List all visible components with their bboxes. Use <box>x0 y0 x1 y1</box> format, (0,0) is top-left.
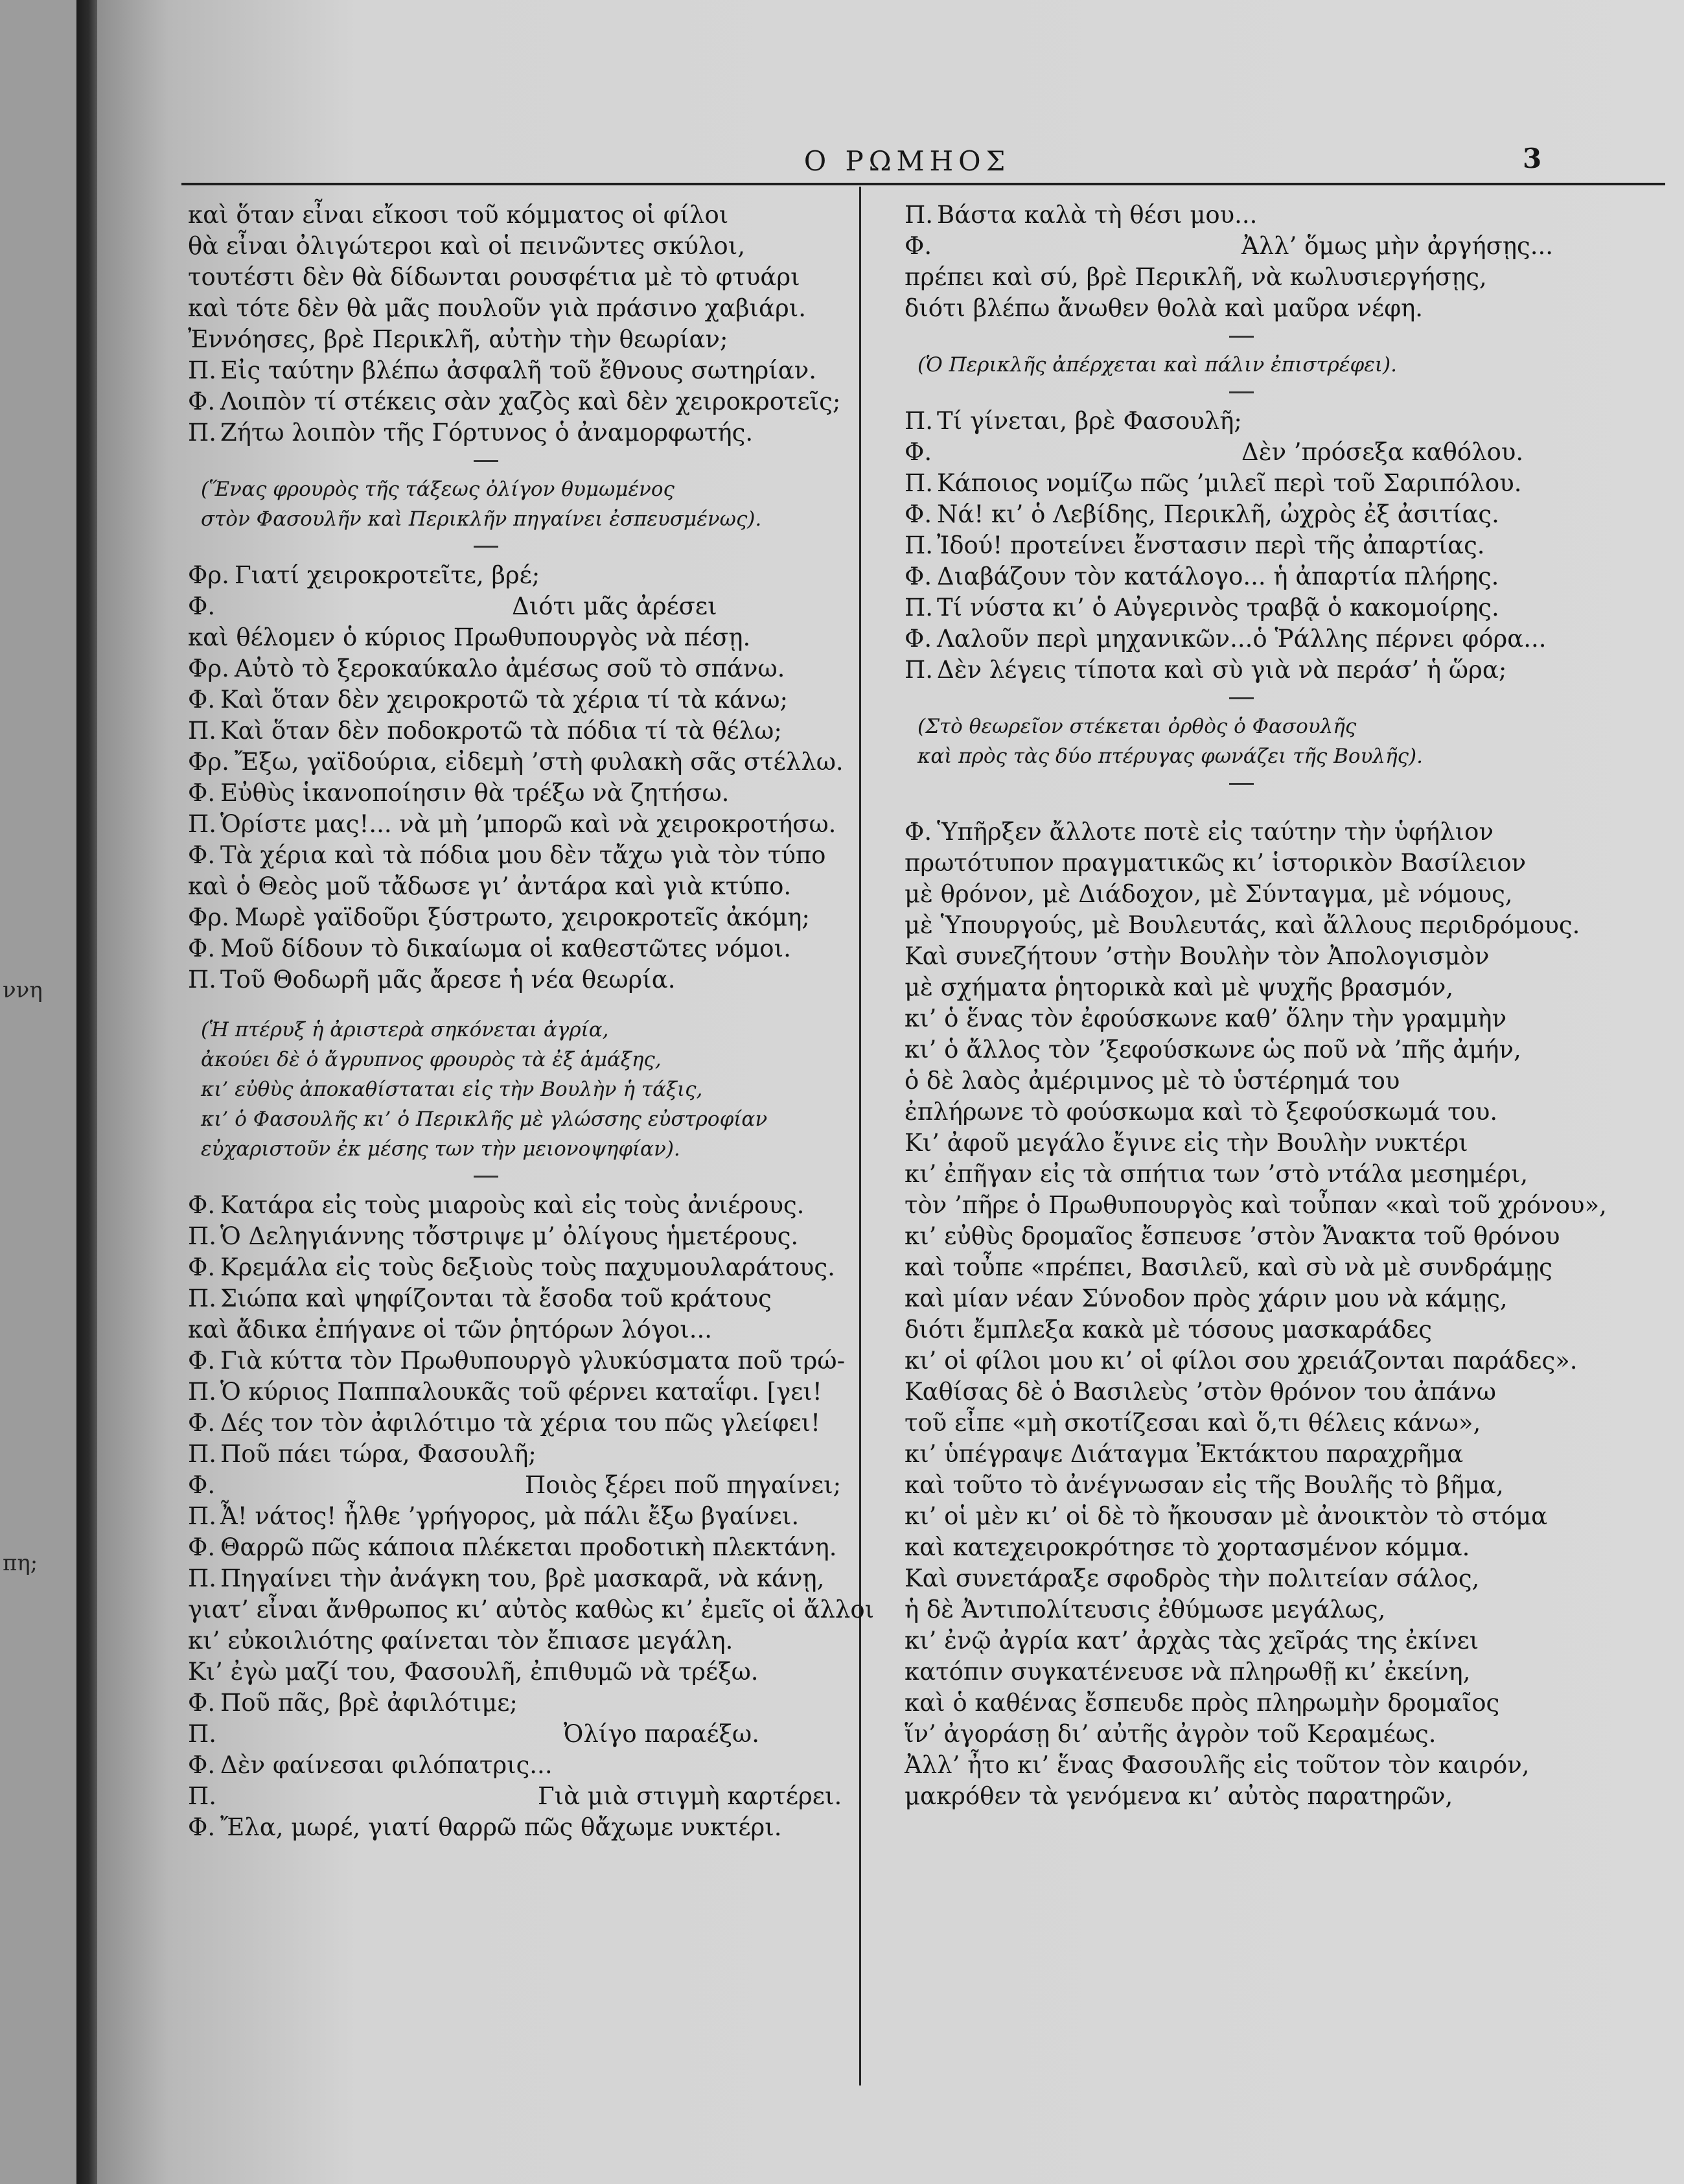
verse-text: διότι βλέπω ἄνωθεν θολὰ καὶ μαῦρα νέφη. <box>905 294 1424 322</box>
verse-text: κι’ οἱ φίλοι μου κι’ οἱ φίλοι σου χρειάζονται παράδες». <box>905 1347 1578 1375</box>
section-separator <box>188 1164 849 1190</box>
verse-text: Θαρρῶ πῶς κάποια πλέκεται προδοτικὴ πλεκτάνη. <box>220 1533 837 1561</box>
speaker-label: Π. <box>188 1378 217 1406</box>
stage-direction-text: (Ἕνας φρουρὸς τῆς τάξεως ὀλίγον θυμωμένος <box>201 478 675 501</box>
verse-line <box>188 871 849 902</box>
verse-text: κι’ ὁ ἕνας τὸν ἐφούσκωνε καθ’ ὅλην τὴν γραμμὴν <box>905 1005 1507 1032</box>
verse-line <box>905 1003 1669 1034</box>
verse-text: Ἆ! νάτος! ἦλθε ’γρήγορος, μὰ πάλι ἔξω βγαίνει. <box>220 1502 800 1530</box>
verse-text: Δὲν φαίνεσαι φιλόπατρις... <box>220 1751 553 1779</box>
book-gutter <box>76 0 97 2184</box>
verse-text: καὶ ὅταν εἶναι εἴκοσι τοῦ κόμματος οἱ φίλοι <box>188 201 729 229</box>
stage-direction-text: (Ἡ πτέρυξ ἡ ἀριστερὰ σηκόνεται ἀγρία, <box>201 1018 609 1041</box>
speaker-label: Φ. <box>188 1751 216 1779</box>
speaker-label: Φρ. <box>188 655 229 682</box>
verse-text: Γιὰ κύττα τὸν Πρωθυπουργὸ γλυκύσματα ποῦ τρώ- <box>220 1347 846 1375</box>
verse-line <box>905 1190 1669 1221</box>
verse-line <box>905 1656 1669 1688</box>
verse-text: καὶ ὁ καθένας ἔσπευδε πρὸς πληρωμὴν δρομαῖος <box>905 1689 1500 1717</box>
verse-line <box>905 293 1669 324</box>
speaker-label: Π. <box>905 469 934 497</box>
verse-line <box>905 231 1669 262</box>
verse-text: Γιατί χειροκροτεῖτε, βρέ; <box>235 561 540 589</box>
speaker-label: Π. <box>188 966 217 993</box>
verse-text: Ποῦ πάει τώρα, Φασουλῆ; <box>220 1440 536 1468</box>
verse-text: Σιώπα καὶ ψηφίζονται τὰ ἔσοδα τοῦ κράτους <box>220 1284 772 1312</box>
verse-text: πρωτότυπον πραγματικῶς κι’ ἱστορικὸν Βασίλειον <box>905 849 1527 877</box>
verse-line <box>905 468 1669 499</box>
separator-dash <box>1229 336 1254 338</box>
verse-text: Τί γίνεται, βρὲ Φασουλῆ; <box>937 407 1242 435</box>
verse-text: Καὶ ὅταν δὲν χειροκροτῶ τὰ χέρια τί τὰ κάνω; <box>220 686 788 714</box>
verse-line <box>188 200 849 231</box>
speaker-label: Π. <box>905 594 934 622</box>
stage-direction-text: κι’ ὁ Φασουλῆς κι’ ὁ Περικλῆς μὲ γλώσσης εὐστροφίαν <box>201 1108 768 1131</box>
section-separator <box>188 534 849 560</box>
verse-text: Καθίσας δὲ ὁ Βασιλεὺς ’στὸν θρόνον του ἀπάνω <box>905 1378 1496 1406</box>
verse-text: ἡ δὲ Ἀντιπολίτευσις ἐθύμωσε μεγάλως, <box>905 1596 1386 1623</box>
stage-direction-text: στὸν Φασουλῆν καὶ Περικλῆν πηγαίνει ἐσπευσμένως). <box>201 507 762 531</box>
section-separator <box>905 380 1669 406</box>
verse-text: Ὑπῆρξεν ἄλλοτε ποτὲ εἰς ταύτην τὴν ὑφήλιον <box>937 818 1494 846</box>
speaker-label: Φ. <box>188 1471 216 1499</box>
verse-line <box>905 1532 1669 1563</box>
separator-dash <box>474 546 498 548</box>
verse-line <box>905 1034 1669 1065</box>
verse-text: τὸν ’πῆρε ὁ Πρωθυπουργὸς καὶ τοὖπαν «καὶ τοῦ χρόνου», <box>905 1191 1607 1219</box>
verse-text: Λοιπὸν τί στέκεις σὰν χαζὸς καὶ δὲν χειροκροτεῖς; <box>220 388 841 415</box>
speaker-label: Φ. <box>188 1191 216 1219</box>
verse-text: μακρόθεν τὰ γενόμενα κι’ αὐτὸς παρατηρῶν, <box>905 1782 1453 1810</box>
speaker-label: Φ. <box>188 1253 216 1281</box>
speaker-label: Φ. <box>905 500 932 528</box>
verse-line <box>905 879 1669 910</box>
verse-text: Νά! κι’ ὁ Λεβίδης, Περικλῆ, ὠχρὸς ἐξ ἀσιτίας. <box>937 500 1499 528</box>
verse-text: Κρεμάλα εἰς τοὺς δεξιοὺς τοὺς παχυμουλαράτους. <box>220 1253 835 1281</box>
verse-text: ἐπλήρωνε τὸ φούσκωμα καὶ τὸ ξεφούσκωμά του. <box>905 1098 1498 1126</box>
verse-text: Ὁ κύριος Παππαλουκᾶς τοῦ φέρνει καταΐφι. [γει! <box>220 1378 822 1406</box>
stage-direction-text: (Στὸ θεωρεῖον στέκεται ὀρθὸς ὁ Φασουλῆς <box>917 715 1357 738</box>
verse-text: κατόπιν συγκατένευσε νὰ πληρωθῇ κι’ ἐκείνη, <box>905 1658 1471 1686</box>
verse-line <box>905 817 1669 848</box>
speaker-label: Φρ. <box>188 748 229 776</box>
stage-direction <box>188 1134 849 1164</box>
speaker-label: Φ. <box>188 1533 216 1561</box>
verse-line <box>188 1812 849 1843</box>
verse-line <box>188 1625 849 1656</box>
verse-text: καὶ τότε δὲν θὰ μᾶς πουλοῦν γιὰ πράσινο χαβιάρι. <box>188 294 807 322</box>
verse-text: Βάστα καλὰ τὴ θέσι μου... <box>937 201 1258 229</box>
verse-text: Ὁ Δεληγιάννης τὄστριψε μ’ ὀλίγους ἡμετέρους. <box>220 1222 799 1250</box>
speaker-label: Π. <box>188 810 217 838</box>
section-separator <box>188 448 849 474</box>
verse-line <box>188 1656 849 1688</box>
verse-line <box>188 778 849 809</box>
verse-line <box>905 437 1669 468</box>
section-separator <box>905 324 1669 350</box>
section-separator <box>905 686 1669 712</box>
verse-text: Τί νύστα κι’ ὁ Αὐγερινὸς τραβᾷ ὁ κακομοίρης. <box>937 594 1499 622</box>
verse-line <box>905 1719 1669 1750</box>
verse-text: Μωρὲ γαϊδοῦρι ξύστρωτο, χειροκροτεῖς ἀκόμη; <box>235 903 810 931</box>
speaker-label: Π. <box>188 356 217 384</box>
verse-text: καὶ κατεχειροκρότησε τὸ χορτασμένον κόμμα. <box>905 1533 1470 1561</box>
verse-line <box>188 1439 849 1470</box>
verse-line <box>188 386 849 417</box>
verse-line <box>188 1283 849 1314</box>
header-rule <box>181 183 1665 185</box>
verse-text: Τοῦ Θοδωρῆ μᾶς ἄρεσε ἡ νέα θεωρία. <box>220 966 676 993</box>
speaker-label: Π. <box>188 1782 217 1810</box>
verse-line <box>188 1377 849 1408</box>
speaker-label: Φ. <box>188 841 216 869</box>
verse-text: Διαβάζουν τὸν κατάλογο... ἡ ἀπαρτία πλήρης. <box>937 563 1499 590</box>
verse-line <box>188 840 849 871</box>
separator-dash <box>1229 783 1254 785</box>
speaker-label: Π. <box>905 656 934 684</box>
speaker-label: Φ. <box>188 779 216 807</box>
stage-direction <box>188 1075 849 1104</box>
verse-text: ὁ δὲ λαὸς ἀμέριμνος μὲ τὸ ὑστέρημά του <box>905 1067 1400 1095</box>
verse-line <box>188 622 849 653</box>
verse-text: καὶ τοῦτο τὸ ἀνέγνωσαν εἰς τῆς Βουλῆς τὸ βῆμα, <box>905 1471 1504 1499</box>
verse-text: καὶ ὁ Θεὸς μοῦ τἄδωσε γι’ ἀντάρα καὶ γιὰ κτύπο. <box>188 872 792 900</box>
verse-line <box>905 1221 1669 1252</box>
verse-line <box>905 623 1669 655</box>
stage-direction <box>188 1045 849 1075</box>
verse-text: καὶ μίαν νέαν Σύνοδον πρὸς χάριν μου νὰ κάμῃς, <box>905 1284 1508 1312</box>
verse-text: Ὀλίγο παραέξω. <box>564 1720 759 1748</box>
verse-line <box>905 1470 1669 1501</box>
verse-line <box>905 1345 1669 1377</box>
verse-line <box>188 1314 849 1345</box>
column-divider <box>859 187 861 2085</box>
verse-line <box>188 293 849 324</box>
separator-dash <box>1229 697 1254 699</box>
verse-line <box>188 1532 849 1563</box>
verse-text: Ἰδού! προτείνει ἔνστασιν περὶ τῆς ἀπαρτίας. <box>937 531 1485 559</box>
verse-text: Δὲν ’πρόσεξα καθόλου. <box>1241 438 1524 466</box>
verse-text: Δές τον τὸν ἀφιλότιμο τὰ χέρια του πῶς γλείφει! <box>220 1409 821 1437</box>
speaker-label: Π. <box>188 1440 217 1468</box>
left-column <box>188 200 875 1843</box>
separator-dash <box>474 1176 498 1178</box>
speaker-label: Φ. <box>905 563 932 590</box>
verse-line <box>188 1345 849 1377</box>
speaker-label: Φ. <box>188 1813 216 1841</box>
verse-line <box>188 1594 875 1625</box>
speaker-label: Π. <box>188 1564 217 1592</box>
verse-line <box>905 1781 1669 1812</box>
verse-line <box>905 1408 1669 1439</box>
verse-line <box>905 262 1669 293</box>
stage-direction-text: ἀκούει δὲ ὁ ἄγρυπνος φρουρὸς τὰ ἐξ ἁμάξης, <box>201 1048 662 1071</box>
verse-line <box>188 355 849 386</box>
speaker-label: Φ. <box>905 438 932 466</box>
verse-line <box>188 591 849 622</box>
speaker-label: Π. <box>188 1502 217 1530</box>
speaker-label: Π. <box>188 1284 217 1312</box>
verse-text: κι’ εὐκοιλιότης φαίνεται τὸν ἔπιασε μεγάλη. <box>188 1627 733 1655</box>
verse-text: κι’ ἐνῷ ἀγρία κατ’ ἀρχὰς τὰς χεῖράς της ἐκίνει <box>905 1627 1479 1655</box>
stage-direction <box>905 741 1669 771</box>
verse-text: Μοῦ δίδουν τὸ δικαίωμα οἱ καθεστῶτες νόμοι. <box>220 935 791 962</box>
stage-direction <box>905 350 1669 380</box>
verse-text: Κατάρα εἰς τοὺς μιαροὺς καὶ εἰς τοὺς ἀνιέρους. <box>220 1191 805 1219</box>
verse-line <box>188 231 849 262</box>
verse-line <box>905 1501 1669 1532</box>
speaker-label: Φρ. <box>188 561 229 589</box>
verse-line <box>188 809 849 840</box>
verse-line <box>905 499 1669 530</box>
verse-text: Ὁρίστε μας!... νὰ μὴ ’μπορῶ καὶ νὰ χειροκροτήσω. <box>220 810 836 838</box>
verse-text: Πηγαίνει τὴν ἀνάγκη του, βρὲ μασκαρᾶ, νὰ κάνῃ, <box>220 1564 825 1592</box>
verse-text: ἵν’ ἀγοράσῃ δι’ αὐτῆς ἀγρὸν τοῦ Κεραμέως. <box>905 1720 1436 1748</box>
stage-direction-text: καὶ πρὸς τὰς δύο πτέρυγας φωνάζει τῆς Βουλῆς). <box>917 745 1423 768</box>
verse-line <box>188 262 849 293</box>
stage-direction-text: εὐχαριστοῦν ἐκ μέσης των τὴν μειονοψηφίαν). <box>201 1137 680 1161</box>
page-header-title: Ο ΡΩΜΗΟΣ <box>803 145 1011 177</box>
section-separator <box>905 771 1669 797</box>
speaker-label: Π. <box>188 1222 217 1250</box>
newspaper-page <box>97 0 1684 2184</box>
verse-text: Καὶ ὅταν δὲν ποδοκροτῶ τὰ πόδια τί τὰ θέλω; <box>220 717 782 745</box>
speaker-label: Φ. <box>188 1347 216 1375</box>
verse-text: Ἐννόησες, βρὲ Περικλῆ, αὐτὴν τὴν θεωρίαν; <box>188 325 728 353</box>
verse-text: μὲ Ὑπουργούς, μὲ Βουλευτάς, καὶ ἄλλους περιδρόμους. <box>905 911 1580 939</box>
speaker-label: Φ. <box>905 625 932 653</box>
verse-line <box>188 1408 849 1439</box>
verse-text: Ἔλα, μωρέ, γιατί θαρρῶ πῶς θἄχωμε νυκτέρι. <box>220 1813 782 1841</box>
verse-line <box>188 1563 849 1594</box>
verse-text: Ποῦ πᾶς, βρὲ ἀφιλότιμε; <box>220 1689 518 1717</box>
speaker-label: Π. <box>905 531 934 559</box>
verse-line <box>188 1719 849 1750</box>
verse-line <box>905 406 1669 437</box>
verse-line <box>188 964 849 995</box>
verse-text: Καὶ συνετάραξε σφοδρὸς τὴν πολιτείαν σάλος, <box>905 1564 1480 1592</box>
verse-line <box>905 1252 1669 1283</box>
stage-direction <box>188 504 849 534</box>
speaker-label: Φ. <box>188 686 216 714</box>
verse-line <box>905 1065 1669 1097</box>
verse-line <box>188 1781 849 1812</box>
blank-line <box>905 797 1669 817</box>
verse-text: Αὐτὸ τὸ ξεροκαύκαλο ἀμέσως σοῦ τὸ σπάνω. <box>235 655 785 682</box>
blank-line <box>188 995 849 1015</box>
verse-text: καὶ θέλομεν ὁ κύριος Πρωθυπουργὸς νὰ πέσῃ. <box>188 623 751 651</box>
speaker-label: Φ. <box>905 818 932 846</box>
verse-line <box>905 941 1669 972</box>
verse-text: Ἔξω, γαϊδούρια, εἰδεμὴ ’στὴ φυλακὴ σᾶς στέλλω. <box>235 748 844 776</box>
verse-line <box>905 592 1669 623</box>
separator-dash <box>1229 391 1254 393</box>
verse-line <box>905 530 1669 561</box>
verse-text: Ἀλλ’ ὅμως μὴν ἀργήσῃς... <box>1241 232 1554 260</box>
verse-text: Ἀλλ’ ἦτο κι’ ἕνας Φασουλῆς εἰς τοῦτον τὸν καιρόν, <box>905 1751 1530 1779</box>
verse-text: Κι’ ἐγὼ μαζί του, Φασουλῆ, ἐπιθυμῶ νὰ τρέξω. <box>188 1658 759 1686</box>
stage-direction <box>905 712 1669 741</box>
verse-text: Ποιὸς ξέρει ποῦ πηγαίνει; <box>525 1471 842 1499</box>
verse-text: κι’ ὁ ἄλλος τὸν ’ξεφούσκωνε ὡς ποῦ νὰ ’πῆς ἀμήν, <box>905 1036 1521 1063</box>
verse-line <box>905 1283 1669 1314</box>
verse-line <box>905 1688 1669 1719</box>
speaker-label: Φ. <box>188 388 216 415</box>
speaker-label: Π. <box>188 1720 217 1748</box>
verse-text: καὶ ἄδικα ἐπήγανε οἱ τῶν ῥητόρων λόγοι... <box>188 1316 713 1343</box>
verse-line <box>188 1252 849 1283</box>
right-column <box>905 200 1669 1812</box>
verse-text: τοῦ εἶπε «μὴ σκοτίζεσαι καὶ ὅ,τι θέλεις κάνω», <box>905 1409 1481 1437</box>
page-number: 3 <box>1523 143 1542 174</box>
verse-text: Ζήτω λοιπὸν τῆς Γόρτυνος ὁ ἀναμορφωτής. <box>220 419 754 447</box>
previous-page-edge <box>0 0 76 2184</box>
stage-direction <box>188 1104 849 1134</box>
verse-line <box>188 653 849 684</box>
verse-line <box>905 1439 1669 1470</box>
verse-text: γιατ’ εἶναι ἄνθρωπος κι’ αὐτὸς καθὼς κι’ ἐμεῖς οἱ ἄλλοι <box>188 1596 875 1623</box>
verse-line <box>905 910 1669 941</box>
verse-line <box>905 848 1669 879</box>
speaker-label: Π. <box>905 407 934 435</box>
separator-dash <box>474 460 498 462</box>
verse-text: Γιὰ μιὰ στιγμὴ καρτέρει. <box>538 1782 842 1810</box>
verse-line <box>905 1159 1669 1190</box>
previous-page-fragment: πη; <box>3 1550 38 1576</box>
verse-line <box>905 1625 1669 1656</box>
verse-text: τουτέστι δὲν θὰ δίδωνται ρουσφέτια μὲ τὸ φτυάρι <box>188 263 800 291</box>
verse-text: Καὶ συνεζήτουν ’στὴν Βουλὴν τὸν Ἀπολογισμὸν <box>905 942 1490 970</box>
verse-text: Κάποιος νομίζω πῶς ’μιλεῖ περὶ τοῦ Σαριπόλου. <box>937 469 1522 497</box>
verse-text: κι’ οἱ μὲν κι’ οἱ δὲ τὸ ἤκουσαν μὲ ἀνοικτὸν τὸ στόμα <box>905 1502 1548 1530</box>
verse-text: πρέπει καὶ σύ, βρὲ Περικλῆ, νὰ κωλυσιεργήσῃς, <box>905 263 1487 291</box>
speaker-label: Π. <box>905 201 934 229</box>
verse-line <box>905 972 1669 1003</box>
verse-line <box>905 1750 1669 1781</box>
verse-text: κι’ εὐθὺς δρομαῖος ἔσπευσε ’στὸν Ἄνακτα τοῦ θρόνου <box>905 1222 1560 1250</box>
verse-line <box>188 417 849 448</box>
speaker-label: Π. <box>188 717 217 745</box>
verse-text: μὲ θρόνον, μὲ Διάδοχον, μὲ Σύνταγμα, μὲ νόμους, <box>905 880 1513 908</box>
verse-line <box>188 324 849 355</box>
stage-direction <box>188 474 849 504</box>
verse-line <box>188 684 849 715</box>
verse-line <box>905 1594 1669 1625</box>
verse-text: Εὐθὺς ἱκανοποίησιν θὰ τρέξω νὰ ζητήσω. <box>220 779 730 807</box>
stage-direction-text: (Ὁ Περικλῆς ἀπέρχεται καὶ πάλιν ἐπιστρέφει). <box>917 353 1397 377</box>
verse-line <box>905 200 1669 231</box>
stage-direction <box>188 1015 849 1045</box>
verse-line <box>188 715 849 747</box>
verse-text: Διότι μᾶς ἀρέσει <box>512 592 717 620</box>
speaker-label: Φ. <box>188 1689 216 1717</box>
verse-text: κι’ ὑπέγραψε Διάταγμα Ἐκτάκτου παραχρῆμα <box>905 1440 1464 1468</box>
verse-text: κι’ ἐπῆγαν εἰς τὰ σπήτια των ’στὸ ντάλα μεσημέρι, <box>905 1160 1528 1188</box>
verse-text: καὶ τοὖπε «πρέπει, Βασιλεῦ, καὶ σὺ νὰ μὲ συνδράμῃς <box>905 1253 1552 1281</box>
verse-line <box>905 561 1669 592</box>
verse-line <box>905 655 1669 686</box>
verse-line <box>188 747 849 778</box>
verse-text: Δὲν λέγεις τίποτα καὶ σὺ γιὰ νὰ περάσ’ ἡ ὥρα; <box>937 656 1507 684</box>
speaker-label: Φρ. <box>188 903 229 931</box>
verse-text: θὰ εἶναι ὀλιγώτεροι καὶ οἱ πεινῶντες σκύλοι, <box>188 232 745 260</box>
speaker-label: Φ. <box>905 232 932 260</box>
verse-line <box>188 1501 849 1532</box>
verse-text: Εἰς ταύτην βλέπω ἀσφαλῆ τοῦ ἔθνους σωτηρίαν. <box>220 356 817 384</box>
verse-line <box>905 1097 1669 1128</box>
verse-text: μὲ σχήματα ῥητορικὰ καὶ μὲ ψυχῆς βρασμόν, <box>905 973 1454 1001</box>
speaker-label: Π. <box>188 419 217 447</box>
verse-line <box>188 1470 849 1501</box>
verse-text: Τὰ χέρια καὶ τὰ πόδια μου δὲν τἄχω γιὰ τὸν τύπο <box>220 841 826 869</box>
speaker-label: Φ. <box>188 1409 216 1437</box>
verse-line <box>188 1688 849 1719</box>
verse-line <box>188 560 849 591</box>
verse-line <box>905 1314 1669 1345</box>
verse-line <box>905 1377 1669 1408</box>
verse-line <box>188 1750 849 1781</box>
verse-line <box>188 933 849 964</box>
verse-line <box>188 1190 849 1221</box>
verse-line <box>905 1128 1669 1159</box>
verse-line <box>188 1221 849 1252</box>
verse-text: Λαλοῦν περὶ μηχανικῶν...ὁ Ῥάλλης πέρνει φόρα... <box>937 625 1547 653</box>
verse-line <box>188 902 849 933</box>
verse-text: Κι’ ἀφοῦ μεγάλο ἔγινε εἰς τὴν Βουλὴν νυκτέρι <box>905 1129 1468 1157</box>
speaker-label: Φ. <box>188 935 216 962</box>
speaker-label: Φ. <box>188 592 216 620</box>
previous-page-fragment: ννη <box>3 977 43 1003</box>
stage-direction-text: κι’ εὐθὺς ἀποκαθίσταται εἰς τὴν Βουλὴν ἡ τάξις, <box>201 1078 703 1101</box>
verse-line <box>905 1563 1669 1594</box>
verse-text: διότι ἔμπλεξα κακὰ μὲ τόσους μασκαράδες <box>905 1316 1432 1343</box>
